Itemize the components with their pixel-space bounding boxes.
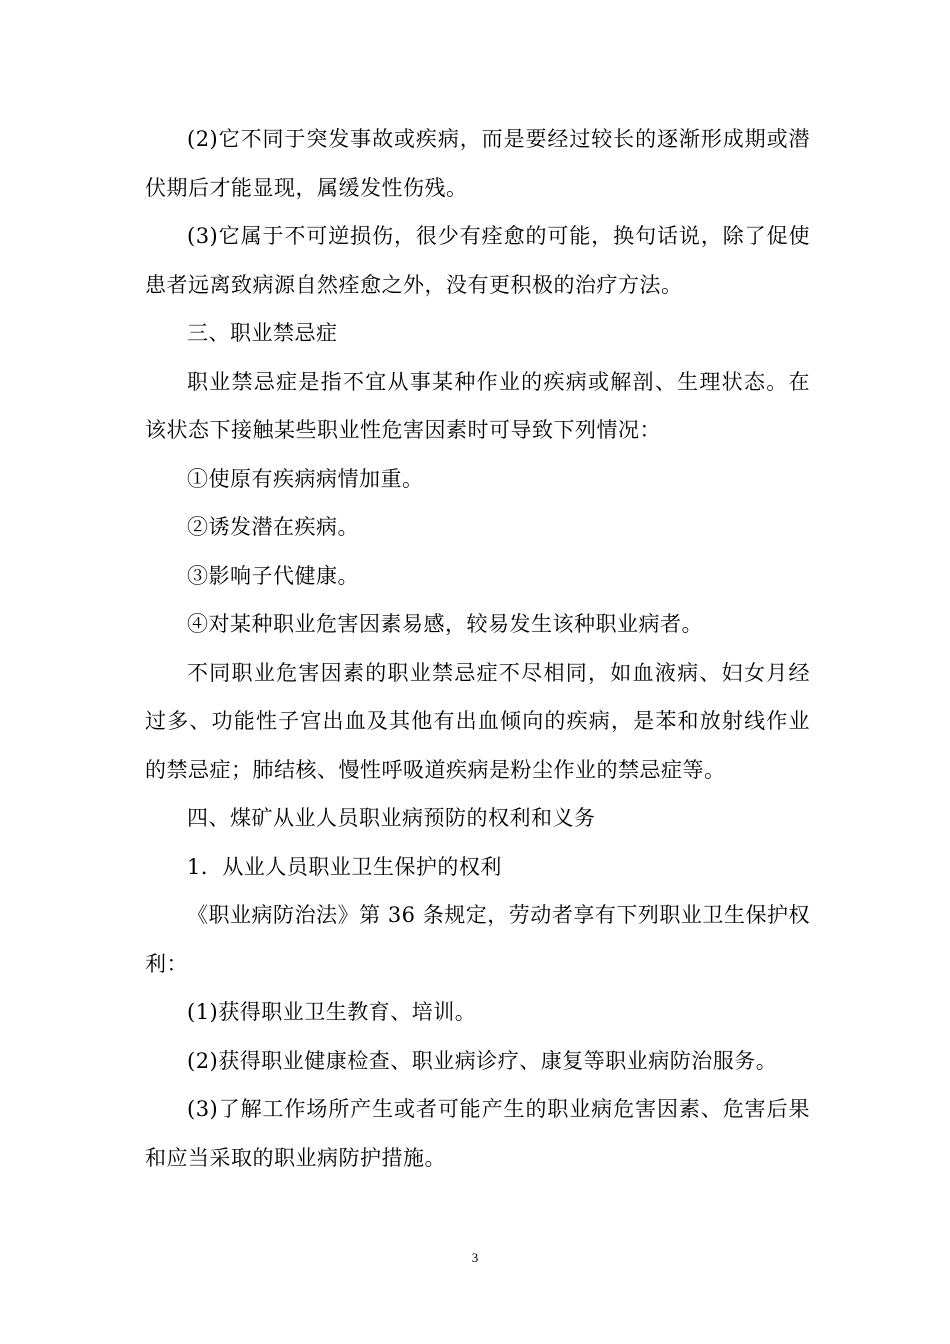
paragraph-contraindication-examples: 不同职业危害因素的职业禁忌症不尽相同，如血液病、妇女月经过多、功能性子宫出血及其他有出血倾向的疾病，是苯和放射线作业的禁忌症；肺结核、慢性呼吸道疾病是粉尘作业的禁忌症等。 <box>145 660 810 782</box>
section-heading-rights-obligations: 四、煤矿从业人员职业病预防的权利和义务 <box>187 806 596 830</box>
rights-item-1: (1)获得职业卫生教育、培训。 <box>187 1000 477 1024</box>
rights-item-2: (2)获得职业健康检查、职业病诊疗、康复等职业病防治服务。 <box>187 1048 778 1073</box>
section-heading-contraindications: 三、职业禁忌症 <box>187 321 338 345</box>
list-item-3: ③影响子代健康。 <box>187 563 359 588</box>
rights-item-3: (3)了解工作场所产生或者可能产生的职业病危害因素、危害后果和应当采取的职业病防护措施。 <box>145 1097 810 1170</box>
body-text <box>145 115 810 1182</box>
paragraph-law-article: 《职业病防治法》第 36 条规定，劳动者享有下列职业卫生保护权利： <box>145 903 810 976</box>
paragraph-irreversible-characteristic: (3)它属于不可逆损伤，很少有痊愈的可能，换句话说，除了促使患者远离致病源自然痊愈之外，没有更积极的治疗方法。 <box>145 224 810 297</box>
subsection-heading-rights: 1．从业人员职业卫生保护的权利 <box>187 854 502 879</box>
list-item-1: ①使原有疾病病情加重。 <box>187 466 424 491</box>
page-number: 3 <box>471 1250 479 1265</box>
paragraph-onset-characteristic: (2)它不同于突发事故或疾病，而是要经过较长的逐渐形成期或潜伏期后才能显现，属缓发性伤残。 <box>145 127 810 200</box>
list-item-4: ④对某种职业危害因素易感，较易发生该种职业病者。 <box>187 612 703 636</box>
list-item-2: ②诱发潜在疾病。 <box>187 515 359 539</box>
paragraph-contraindication-definition: 职业禁忌症是指不宜从事某种作业的疾病或解剖、生理状态。在该状态下接触某些职业性危害因素时可导致下列情况： <box>145 369 810 442</box>
